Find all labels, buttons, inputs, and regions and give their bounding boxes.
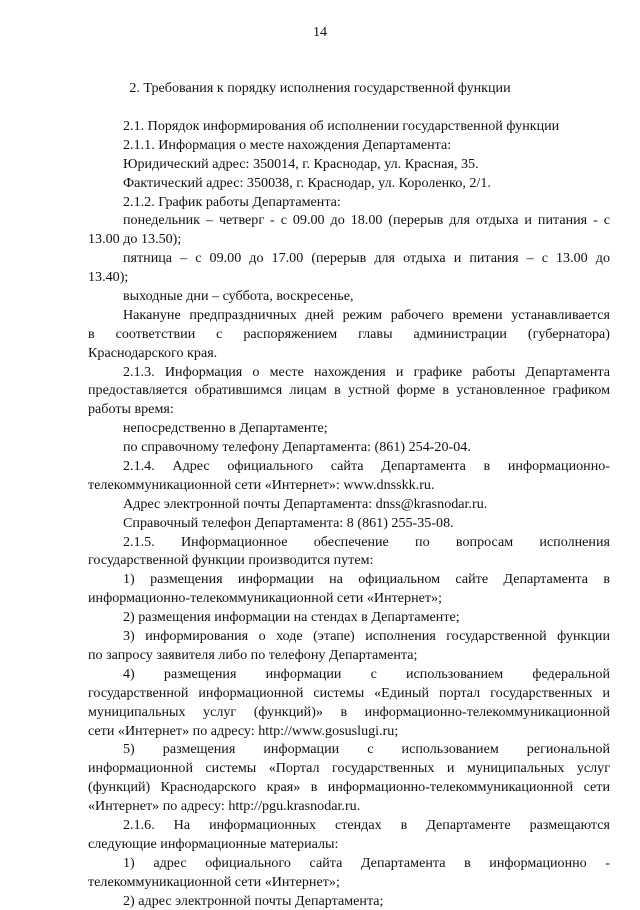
text-line: 2.1.4. Адрес официального сайта Департамента в информационно- bbox=[123, 458, 610, 475]
text-line: предоставляется обратившимся лицам в устной форме в установленное графиком bbox=[88, 382, 610, 399]
body-text bbox=[88, 117, 610, 910]
text-line: телекоммуникационной сети «Интернет»; bbox=[88, 873, 340, 890]
text-line: государственной функции производится путем: bbox=[88, 552, 374, 569]
text-line: Краснодарского края. bbox=[88, 344, 218, 361]
text-line: работы время: bbox=[88, 401, 174, 418]
text-line: 2.1.6. На информационных стендах в Департаменте размещаются bbox=[123, 816, 610, 833]
text-line: 2.1.1. Информация о месте нахождения Департамента: bbox=[123, 136, 452, 153]
text-line: следующие информационные материалы: bbox=[88, 835, 339, 852]
text-line: 4) размещения информации с использованием федеральной bbox=[123, 665, 610, 682]
text-line: 2) размещения информации на стендах в Департаменте; bbox=[123, 609, 460, 626]
text-line: Адрес электронной почты Департамента: dnss@krasnodar.ru. bbox=[123, 495, 488, 512]
text-line: в соответствии с распоряжением главы администрации (губернатора) bbox=[88, 325, 610, 342]
text-line: Юридический адрес: 350014, г. Краснодар, ул. Красная, 35. bbox=[123, 155, 479, 172]
text-line: 1) адрес официального сайта Департамента в информационно - bbox=[123, 854, 610, 871]
text-line: по запросу заявителя либо по телефону Департамента; bbox=[88, 646, 418, 663]
text-line: 13.40); bbox=[88, 269, 129, 286]
text-line: 5) размещения информации с использованием региональной bbox=[123, 741, 610, 758]
text-line: Справочный телефон Департамента: 8 (861) 255-35-08. bbox=[123, 514, 454, 531]
text-line: сети «Интернет» по адресу: http://www.gosuslugi.ru; bbox=[88, 722, 399, 739]
text-line: 13.00 до 13.50); bbox=[88, 231, 182, 248]
text-line: 1) размещения информации на официальном сайте Департамента в bbox=[123, 571, 610, 588]
text-line: 2.1.2. График работы Департамента: bbox=[123, 193, 341, 210]
text-line: информационно-телекоммуникационной сети «Интернет»; bbox=[88, 590, 442, 607]
text-line: информационной системы «Портал государственных и муниципальных услуг bbox=[88, 760, 610, 777]
text-line: пятница – с 09.00 до 17.00 (перерыв для отдыха и питания – с 13.00 до bbox=[123, 250, 610, 267]
text-line: 2.1.3. Информация о месте нахождения и графике работы Департамента bbox=[123, 363, 610, 380]
text-line: 3) информирования о ходе (этапе) исполнения государственной функции bbox=[123, 628, 610, 645]
section-title: 2. Требования к порядку исполнения государственной функции bbox=[129, 80, 511, 96]
text-line: 2.1.5. Информационное обеспечение по вопросам исполнения bbox=[123, 533, 610, 550]
text-line: выходные дни – суббота, воскресенье, bbox=[123, 288, 354, 305]
text-line: непосредственно в Департаменте; bbox=[123, 420, 328, 437]
text-line: понедельник – четверг - с 09.00 до 18.00 (перерыв для отдыха и питания - с bbox=[123, 212, 610, 229]
text-line: 2) адрес электронной почты Департамента; bbox=[123, 892, 384, 909]
text-line: государственной информационной системы «Единый портал государственных и bbox=[88, 684, 610, 701]
text-line: по справочному телефону Департамента: (861) 254-20-04. bbox=[123, 439, 471, 456]
page-number: 14 bbox=[312, 24, 328, 40]
text-line: 2.1. Порядок информирования об исполнении государственной функции bbox=[123, 118, 560, 134]
text-line: муниципальных услуг (функций)» в информационно-телекоммуникационной bbox=[88, 703, 610, 720]
text-line: Фактический адрес: 350038, г. Краснодар, ул. Короленко, 2/1. bbox=[123, 174, 491, 191]
text-line: Накануне предпраздничных дней режим рабочего времени устанавливается bbox=[123, 306, 610, 323]
text-line: «Интернет» по адресу: http://pgu.krasnodar.ru. bbox=[88, 798, 361, 815]
text-line: (функций) Краснодарского края» в информационно-телекоммуникационной сети bbox=[88, 779, 610, 796]
text-line: телекоммуникационной сети «Интернет»: www.dnsskk.ru. bbox=[88, 476, 435, 493]
